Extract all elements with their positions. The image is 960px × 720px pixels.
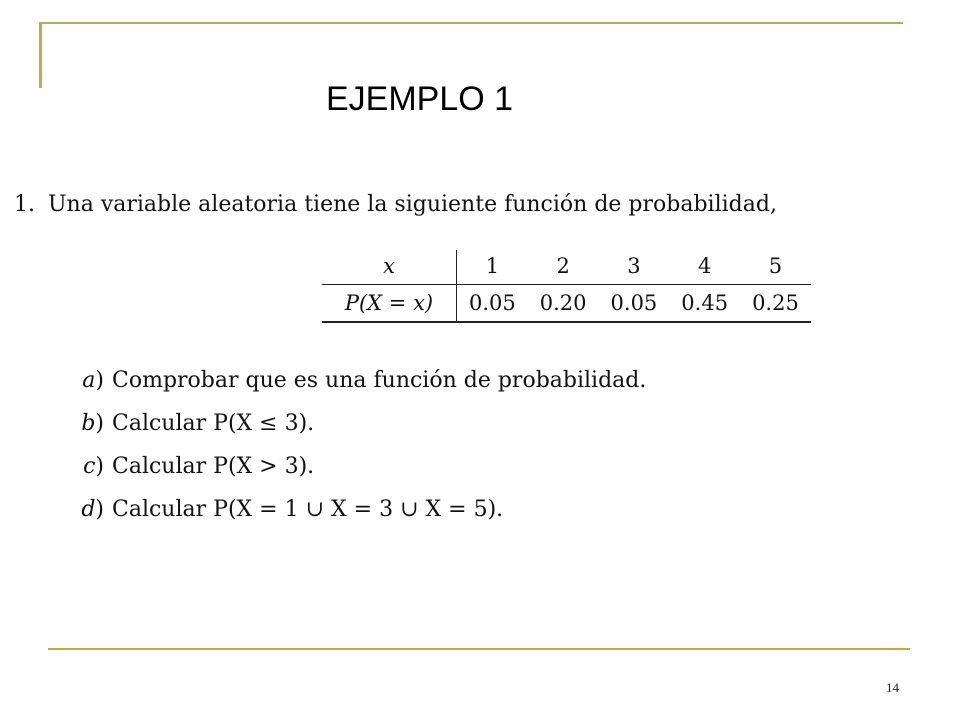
probability-table — [322, 250, 811, 323]
probability-cell: 0.25 — [740, 285, 811, 323]
list-item — [58, 368, 646, 411]
item-tag: d) — [81, 497, 104, 522]
x-value-cell: 3 — [627, 254, 641, 278]
probability-cell: 0.05 — [599, 285, 670, 323]
slide-title: EJEMPLO 1 — [326, 80, 514, 118]
probability-cell: 0.45 — [669, 285, 740, 323]
problem-statement — [14, 192, 777, 217]
item-tag: a) — [82, 368, 104, 393]
table-header-row — [322, 250, 811, 285]
x-value-cell: 2 — [556, 254, 570, 278]
item-tag: c) — [83, 454, 104, 479]
task-list — [58, 368, 646, 540]
item-tag-letter: c — [83, 454, 96, 479]
list-item — [58, 497, 646, 540]
x-value-cell: 5 — [768, 254, 783, 278]
row-label: P(X = x) — [322, 285, 457, 323]
top-horizontal-rule — [41, 22, 903, 24]
table-probability-row — [322, 285, 811, 323]
item-text: Comprobar que es una función de probabilidad. — [112, 368, 647, 393]
header-label: x — [322, 250, 457, 285]
x-value-cell: 1 — [485, 254, 500, 278]
item-text: Calcular P(X ≤ 3). — [112, 411, 315, 436]
page-number: 14 — [886, 680, 899, 695]
list-item — [58, 411, 646, 454]
item-tag-letter: d — [81, 497, 96, 522]
list-item — [58, 454, 646, 497]
problem-number: 1. — [14, 192, 35, 217]
item-text: Calcular P(X = 1 ∪ X = 3 ∪ X = 5). — [112, 497, 504, 522]
item-tag-letter: b — [81, 411, 96, 436]
item-tag-letter: a — [82, 368, 96, 393]
probability-cell: 0.05 — [457, 285, 528, 323]
bottom-horizontal-rule — [48, 648, 910, 650]
problem-text: Una variable aleatoria tiene la siguiente función de probabilidad, — [48, 192, 777, 217]
item-text: Calcular P(X > 3). — [112, 454, 315, 479]
x-value-cell: 4 — [697, 254, 712, 278]
probability-cell: 0.20 — [528, 285, 599, 323]
top-vertical-rule — [39, 22, 42, 88]
item-tag: b) — [81, 411, 104, 436]
